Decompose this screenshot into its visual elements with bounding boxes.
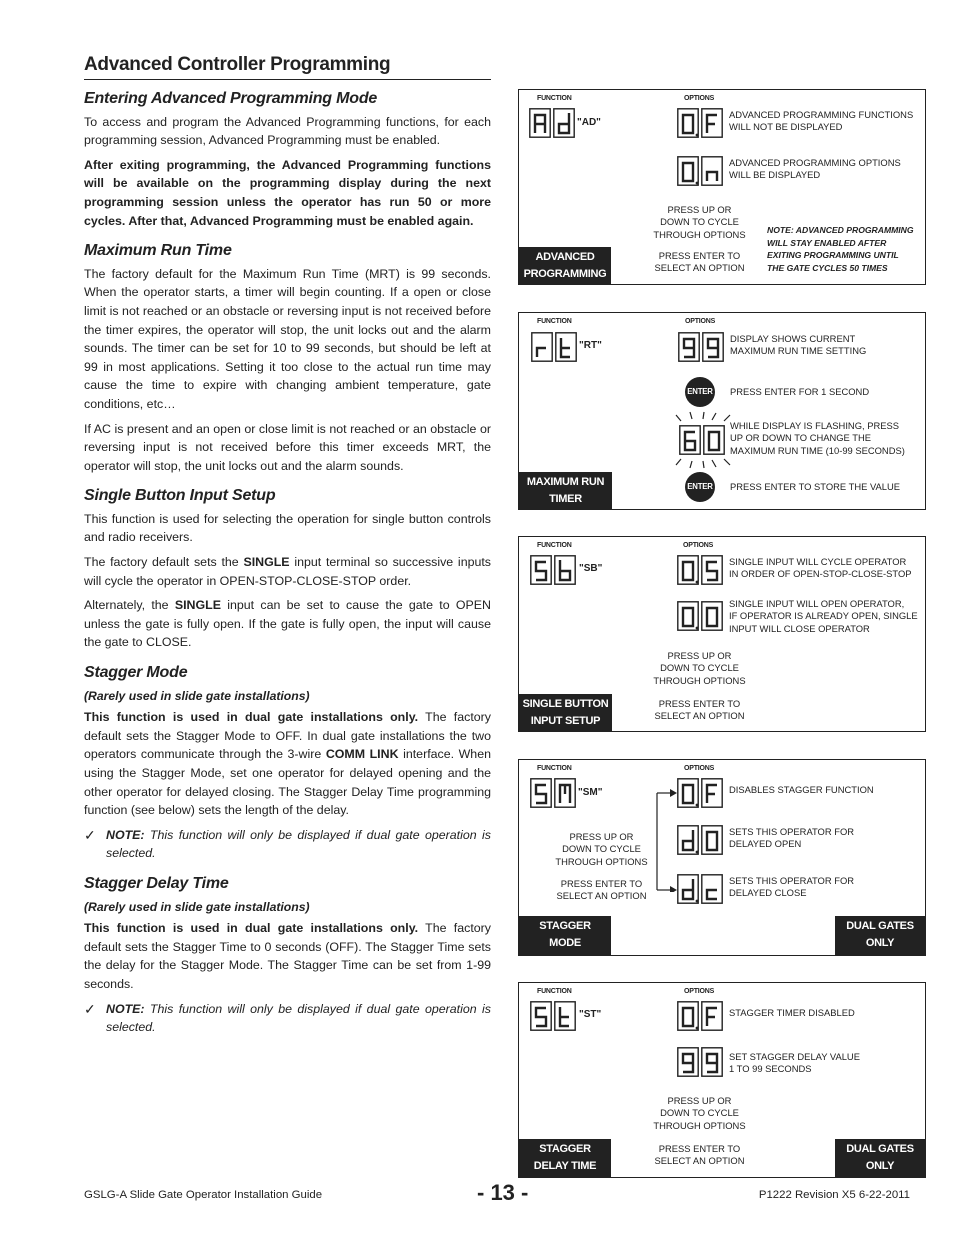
text-run: input terminal so successive inputs will cycle the operator in OPEN-STOP-CLOSE-STOP order. xyxy=(84,555,491,588)
panel-stagger-delay-time xyxy=(518,982,926,1178)
option-text xyxy=(729,1051,860,1076)
flash-instruction xyxy=(730,420,905,457)
text-line: ONLY xyxy=(865,1160,895,1172)
text-line: UP OR DOWN TO CHANGE THE xyxy=(730,432,871,444)
text-run: The factory default sets the Stagger Time to 0 seconds (OFF). The Stagger Time sets the delay for the Stagger Mode. The Stagger Time can be set from 1-99 seconds. xyxy=(84,921,491,991)
display-00-icon xyxy=(677,601,723,631)
text-run: Alternately, the xyxy=(84,598,175,613)
function-label: FUNCTION xyxy=(537,988,572,995)
text-run: The factory default sets the Stagger Mode to OFF. In dual gate installations the two operators communicate through the 3-wire xyxy=(84,710,491,762)
text-run: interface. When using the Stagger Mode, set one operator for delayed opening and the other operator for delayed closing. The Stagger Delay Time programming function (see below) sets the length of the delay. xyxy=(84,747,491,818)
paragraph: The factory default for the Maximum Run Time (MRT) is 99 seconds. When the operator starts, a timer will begin counting. If a open or close limit is not reached or an obstacle or reversing input is not received before the timer expires, the operator will stop, the unit locks out and the alarm sounds. The timer can be set for 10 to 99 seconds, but should be left at 99 in most applications. Setting it too close to the actual run time may cause the time to expire with changing ambient temperature, gate conditions, etc… xyxy=(84,266,491,411)
text-line: NOTE: ADVANCED PROGRAMMING xyxy=(767,225,914,235)
paragraph: To access and program the Advanced Programming functions, for each programming session, Advanced Programming must be enabled. xyxy=(84,114,491,148)
text-line: MAXIMUM RUN TIME (10-99 SECONDS) xyxy=(730,444,905,456)
text-line: DOWN TO CYCLE xyxy=(562,843,641,855)
text-line: WILL NOT BE DISPLAYED xyxy=(729,121,843,133)
function-tag xyxy=(519,472,612,509)
flashing-display-60-icon xyxy=(672,411,734,469)
text-line: SINGLE BUTTON xyxy=(522,698,609,710)
panel-maximum-run-timer xyxy=(518,312,926,510)
text-line: DUAL GATES xyxy=(846,1143,914,1155)
page-number: - 13 - xyxy=(477,1180,529,1205)
text-line: TIMER xyxy=(549,493,582,505)
note-label: NOTE: xyxy=(106,827,145,842)
note xyxy=(84,1000,491,1037)
text-line: DOWN TO CYCLE xyxy=(660,216,739,228)
function-code: "SB" xyxy=(579,563,603,574)
function-code: "ST" xyxy=(579,1009,602,1020)
enter-instruction: PRESS ENTER TO STORE THE VALUE xyxy=(730,481,901,492)
text-line: 1 TO 99 SECONDS xyxy=(729,1063,812,1075)
text-line: DELAYED OPEN xyxy=(729,838,802,850)
options-label: OPTIONS xyxy=(685,318,716,325)
function-tag xyxy=(519,247,611,284)
text-run-bold: This function is used in dual gate installations only. xyxy=(84,921,419,936)
display-ad-icon xyxy=(529,108,575,138)
section-single-button xyxy=(84,487,491,652)
function-label: FUNCTION xyxy=(537,542,572,549)
text-line: IF OPERATOR IS ALREADY OPEN, SINGLE xyxy=(729,610,918,622)
function-label: FUNCTION xyxy=(537,95,572,102)
text-line: STAGGER xyxy=(539,920,591,932)
section-heading: Single Button Input Setup xyxy=(84,487,276,505)
text-line: DELAY TIME xyxy=(533,1160,597,1172)
select-instruction xyxy=(647,1143,752,1168)
text-line: DOWN TO CYCLE xyxy=(660,662,739,674)
text-run: This function will only be displayed if dual gate operation is selected. xyxy=(106,827,491,861)
text-line: PRESS UP OR xyxy=(667,650,732,661)
text-line: SELECT AN OPTION xyxy=(556,890,647,902)
options-label: OPTIONS xyxy=(684,988,715,995)
option-text xyxy=(729,556,912,581)
note xyxy=(84,826,491,863)
section-stagger-mode xyxy=(84,664,491,863)
paragraph xyxy=(84,553,491,590)
text-line: THE GATE CYCLES 50 TIMES xyxy=(767,262,888,273)
function-tag xyxy=(519,694,612,731)
note-label: NOTE: xyxy=(106,1001,145,1016)
options-label: OPTIONS xyxy=(684,765,715,772)
panel-stagger-mode xyxy=(518,759,926,956)
text-run: input can be set to cause the gate to OPEN unless the gate is fully open. If the gate is fully open, the input will cause the gate to CLOSE. xyxy=(84,598,491,650)
text-line: MAXIMUM RUN xyxy=(526,476,605,488)
text-run-bold: COMM LINK xyxy=(325,747,399,762)
paragraph xyxy=(84,708,491,820)
display-on-icon xyxy=(677,156,723,186)
footer-revision: P1222 Revision X5 6-22-2011 xyxy=(758,1189,910,1201)
display-05-icon xyxy=(677,555,723,585)
display-99-icon xyxy=(677,1047,723,1077)
text-line: MAXIMUM RUN TIME SETTING xyxy=(730,345,867,357)
text-line: SET STAGGER DELAY VALUE xyxy=(729,1051,860,1062)
bracket-arrows-icon xyxy=(651,778,679,892)
function-code: "AD" xyxy=(577,117,601,128)
text-line: ADVANCED xyxy=(535,251,595,263)
text-line: INPUT WILL CLOSE OPERATOR xyxy=(729,622,870,634)
panel-single-button-input xyxy=(518,536,926,732)
advanced-note xyxy=(767,224,914,274)
subheading: (Rarely used in slide gate installations) xyxy=(84,688,310,703)
text-run: The factory default sets the xyxy=(84,555,244,570)
display-sm-icon xyxy=(530,778,576,808)
option-text: DISABLES STAGGER FUNCTION xyxy=(729,784,874,795)
function-label: FUNCTION xyxy=(537,765,572,772)
display-do-icon xyxy=(677,825,723,855)
left-column xyxy=(84,90,491,1049)
display-st-icon xyxy=(530,1001,576,1031)
select-instruction xyxy=(549,878,654,903)
select-instruction xyxy=(647,698,752,723)
function-code: "RT" xyxy=(579,340,602,351)
footer-document-title: GSLG-A Slide Gate Operator Installation Guide xyxy=(84,1189,323,1201)
text-line: SINGLE INPUT WILL CYCLE OPERATOR xyxy=(729,556,907,567)
enter-button-icon: ENTER xyxy=(685,377,715,407)
text-line: DOWN TO CYCLE xyxy=(660,1107,739,1119)
section-heading: Stagger Mode xyxy=(84,664,188,682)
text-line: DISPLAY SHOWS CURRENT xyxy=(730,333,856,344)
option-text xyxy=(729,826,854,851)
text-line: PRESS ENTER TO xyxy=(658,250,741,261)
note-text xyxy=(106,826,491,863)
text-line: PRESS ENTER TO xyxy=(658,1143,741,1154)
text-line: SELECT AN OPTION xyxy=(654,1155,745,1167)
section-stagger-delay xyxy=(84,875,491,1037)
text-line: WILL BE DISPLAYED xyxy=(729,169,821,181)
text-line: PRESS ENTER TO xyxy=(658,698,741,709)
cycle-instruction xyxy=(647,650,752,687)
option-text xyxy=(729,109,913,134)
function-code: "SM" xyxy=(578,787,603,798)
page-title: Advanced Controller Programming xyxy=(84,54,391,75)
function-tag xyxy=(519,916,611,955)
text-line: THROUGH OPTIONS xyxy=(653,674,746,686)
display-rt-icon xyxy=(531,332,577,362)
text-line: IN ORDER OF OPEN-STOP-CLOSE-STOP xyxy=(729,568,912,580)
section-maximum-run-time xyxy=(84,242,491,475)
enter-instruction: PRESS ENTER FOR 1 SECOND xyxy=(730,386,870,397)
paragraph xyxy=(84,919,491,993)
panel-advanced-programming xyxy=(518,89,926,285)
display-sb-icon xyxy=(530,555,576,585)
paragraph xyxy=(84,596,491,652)
title-rule xyxy=(84,79,491,80)
text-line: PRESS ENTER TO xyxy=(560,878,643,889)
text-line: DUAL GATES xyxy=(846,920,914,932)
options-label: OPTIONS xyxy=(683,542,714,549)
paragraph: If AC is present and an open or close limit is not reached or an obstacle or reversing input is not received before this timer exceeds MRT, the operator will stop, the unit locks out and the alarm sounds. xyxy=(84,421,491,473)
text-line: ADVANCED PROGRAMMING FUNCTIONS xyxy=(729,109,914,120)
display-dc-icon xyxy=(677,874,723,904)
section-heading: Maximum Run Time xyxy=(84,242,232,260)
text-line: THROUGH OPTIONS xyxy=(555,855,648,867)
text-line: SETS THIS OPERATOR FOR xyxy=(729,826,855,837)
text-line: SINGLE INPUT WILL OPEN OPERATOR, xyxy=(729,598,905,609)
dual-gates-tag xyxy=(835,1139,925,1177)
text-line: ONLY xyxy=(865,937,895,949)
text-line: WILL STAY ENABLED AFTER xyxy=(767,237,887,248)
section-heading: Entering Advanced Programming Mode xyxy=(84,90,378,107)
section-entering-advanced xyxy=(84,90,491,230)
text-run: This function will only be displayed if dual gate operation is selected. xyxy=(106,1001,491,1035)
text-line: SELECT AN OPTION xyxy=(654,710,745,722)
text-run-bold: SINGLE xyxy=(174,598,221,613)
text-line: DELAYED CLOSE xyxy=(729,887,807,899)
cycle-instruction xyxy=(549,831,654,868)
option-text xyxy=(730,333,866,358)
text-line: INPUT SETUP xyxy=(530,715,601,727)
text-line: PRESS UP OR xyxy=(667,1095,732,1106)
option-text xyxy=(729,875,854,900)
section-heading: Stagger Delay Time xyxy=(84,874,229,892)
text-line: THROUGH OPTIONS xyxy=(653,228,746,240)
options-label: OPTIONS xyxy=(684,95,715,102)
text-line: MODE xyxy=(549,937,581,949)
function-label: FUNCTION xyxy=(537,318,572,325)
text-run-bold: SINGLE xyxy=(243,555,290,570)
note-text xyxy=(106,1000,491,1037)
text-line: SELECT AN OPTION xyxy=(654,262,745,274)
paragraph: This function is used for selecting the operation for single button controls and radio receivers. xyxy=(84,511,491,545)
display-of-icon xyxy=(677,1001,723,1031)
cycle-instruction xyxy=(647,1095,752,1132)
text-line: PRESS UP OR xyxy=(667,204,732,215)
display-of-icon xyxy=(677,778,723,808)
option-text: STAGGER TIMER DISABLED xyxy=(729,1007,855,1018)
function-tag xyxy=(519,1139,611,1177)
option-text xyxy=(729,598,918,635)
text-line: SETS THIS OPERATOR FOR xyxy=(729,875,855,886)
enter-button-icon: ENTER xyxy=(685,472,715,502)
text-line: EXITING PROGRAMMING UNTIL xyxy=(767,250,899,261)
text-line: PRESS UP OR xyxy=(569,831,634,842)
display-of-icon xyxy=(677,108,723,138)
text-line: PROGRAMMING xyxy=(523,268,607,280)
select-instruction xyxy=(647,250,752,275)
cycle-instruction xyxy=(647,204,752,241)
subheading: (Rarely used in slide gate installations) xyxy=(84,899,310,914)
checkmark-icon: ✓ xyxy=(84,826,96,843)
text-run-bold: This function is used in dual gate installations only. xyxy=(84,710,419,725)
display-99-icon xyxy=(678,332,724,362)
dual-gates-tag xyxy=(835,916,925,955)
text-line: STAGGER xyxy=(539,1143,591,1155)
paragraph-bold: After exiting programming, the Advanced Programming functions will be available on the programming display during the next programming session unless the operator has run 50 or more cycles. After that, Advanced Programming must be enabled again. xyxy=(84,157,491,228)
text-line: WHILE DISPLAY IS FLASHING, PRESS xyxy=(730,420,899,431)
checkmark-icon: ✓ xyxy=(84,1000,96,1017)
option-text xyxy=(729,157,901,182)
text-line: ADVANCED PROGRAMMING OPTIONS xyxy=(729,157,901,168)
text-line: THROUGH OPTIONS xyxy=(653,1119,746,1131)
